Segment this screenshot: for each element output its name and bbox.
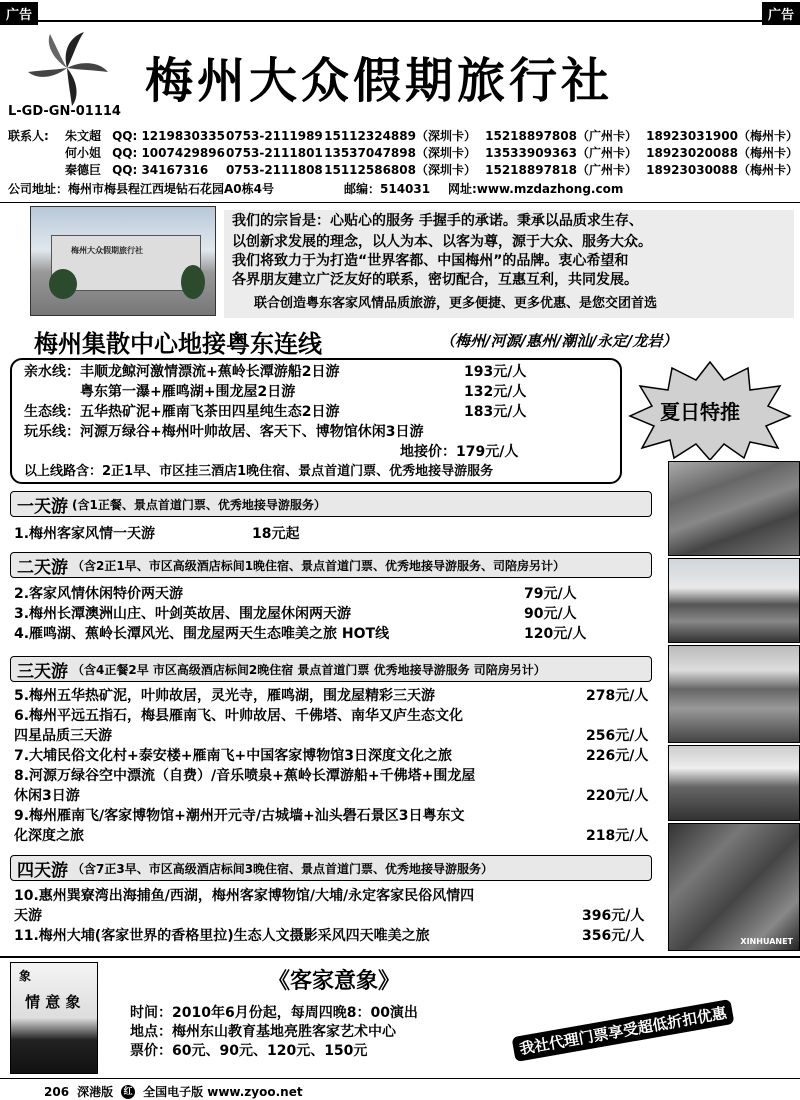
tour-item[interactable]: 四星品质三天游 256元/人: [14, 728, 649, 744]
section-header-four-day: 四天游 （含7正3早、市区高级酒店标间3晚住宿、景点首道门票、优秀地接导游服务）: [10, 855, 652, 881]
summer-badge: 夏日特推: [660, 400, 740, 424]
tour-list-four-day: [14, 886, 664, 946]
section-header-three-day: 三天游 （含4正餐2早 市区高级酒店标间2晚住宿 景点首道门票 优秀地接导游服务 司陪房另计）: [10, 656, 652, 682]
tour-item[interactable]: 休闲3日游 220元/人: [14, 788, 649, 804]
address-row: [8, 181, 798, 198]
section-header-two-day: 二天游 （含2正1早、市区高级酒店标间1晚住宿、景点首道门票、优秀地接导游服务、司陪房另计）: [10, 552, 652, 578]
contact-row: 联系人: 朱文超 QQ: 1219830335 0753-2111989 15112324889（深圳卡） 15218897808（广州卡） 18923031900（梅州卡）: [8, 129, 798, 143]
show-poster: [10, 962, 98, 1074]
tour-list-two-day: [14, 584, 654, 644]
page-number: 206: [44, 1084, 70, 1099]
tour-item[interactable]: 8.河源万绿谷空中漂流（自费）/音乐喷泉+蕉岭长潭游船+千佛塔+围龙屋: [14, 768, 476, 784]
edition-label: 深港版: [77, 1085, 114, 1099]
license-number: L-GD-GN-01114: [8, 104, 121, 119]
hub-route-list: [24, 362, 526, 482]
intro-line: 以创新求发展的理念，以人为本、以客为尊，源于大众、服务大众。: [232, 234, 652, 250]
tour-item[interactable]: 6.梅州平远五指石，梅县雁南飞、叶帅故居、千佛塔、南华又庐生态文化: [14, 708, 464, 724]
contact-row: 秦德巨 QQ: 34167316 0753-2111808 15112586808（深圳卡） 15218897818（广州卡） 18923030088（梅州卡）: [64, 163, 798, 177]
aerial-photo: [668, 823, 800, 951]
edition-badge: 红: [121, 1085, 135, 1099]
divider: [0, 202, 800, 203]
tour-item[interactable]: 10.惠州巽寮湾出海捕鱼/西湖，梅州客家博物馆/大埔/永定客家民俗风情四: [14, 888, 475, 904]
photo-credit: XINHUANET: [740, 937, 793, 946]
terrace-photo: [668, 461, 800, 556]
ticket-promo: 我社代理门票享受超低折扣优惠: [512, 999, 735, 1062]
hub-route: 亲水线：丰顺龙鲸河激情漂流+蕉岭长潭游船2日游 193元/人: [24, 364, 527, 380]
river-photo: [668, 645, 800, 743]
hub-route: 地接价：179元/人: [400, 444, 519, 460]
tour-item[interactable]: 2.客家风情休闲特价两天游 79元/人: [14, 586, 577, 602]
show-details: [130, 1004, 418, 1061]
hub-route: 粤东第一瀑+雁鸣湖+围龙屋2日游 132元/人: [80, 384, 527, 400]
show-place: 地点：梅州东山教育基地亮胜客家艺术中心: [130, 1024, 396, 1040]
tour-item[interactable]: 天游 396元/人: [14, 908, 645, 924]
tour-item[interactable]: 11.梅州大埔(客家世界的香格里拉)生态人文摄影采风四天唯美之旅 356元/人: [14, 928, 645, 944]
tulou-photo: [668, 745, 800, 821]
show-title: 《客家意象》: [268, 969, 401, 994]
poster-top-text: 象: [19, 969, 32, 983]
top-rule: [0, 20, 800, 22]
company-logo-icon: [22, 28, 112, 108]
hub-routes-note: 以上线路含：2正1早、市区挂三酒店1晚住宿、景点首道门票、优秀地接导游服务: [24, 464, 494, 479]
contact-row: 何小姐 QQ: 1007429896 0753-2111801 13537047898（深圳卡） 13533909363（广州卡） 18923020088（梅州卡）: [64, 146, 798, 160]
tour-item[interactable]: 7.大埔民俗文化村+泰安楼+雁南飞+中国客家博物馆3日深度文化之旅 226元/人: [14, 748, 649, 764]
divider: [0, 956, 800, 958]
hub-route: 玩乐线：河源万绿谷+梅州叶帅故居、客天下、博物馆休闲3日游: [24, 424, 424, 440]
tour-list-three-day: [14, 686, 664, 846]
ad-label-left: 广告: [0, 2, 38, 25]
hub-cities: （梅州/河源/惠州/潮汕/永定/龙岩）: [440, 332, 678, 350]
tour-item[interactable]: 4.雁鸣湖、蕉岭长潭风光、围龙屋两天生态唯美之旅 HOT线 120元/人: [14, 626, 587, 642]
poster-title: 情 意 象: [25, 993, 81, 1011]
ad-label-right: 广告: [762, 2, 800, 25]
office-sign: 梅州大众假期旅行社: [71, 246, 143, 255]
intro-line: 我们将致力于为打造“世界客都、中国梅州”的品牌。衷心希望和: [232, 253, 629, 269]
section-header-one-day: 一天游 (含1正餐、景点首道门票、优秀地接导游服务）: [10, 491, 652, 517]
intro-line: 我们的宗旨是：心贴心的服务 手握手的承诺。秉承以品质求生存、: [232, 213, 643, 229]
hub-title: 梅州集散中心地接粤东连线: [34, 330, 322, 358]
intro-slogan: 联合创造粤东客家风情品质旅游，更多便捷、更多优惠、是您交团首选: [254, 296, 658, 311]
company-name: 梅州大众假期旅行社: [145, 53, 614, 109]
company-website[interactable]: 网址:www.mzdazhong.com: [448, 182, 624, 196]
tour-item[interactable]: 化深度之旅 218元/人: [14, 828, 649, 844]
tour-item[interactable]: 5.梅州五华热矿泥，叶帅故居，灵光寺，雁鸣湖，围龙屋精彩三天游 278元/人: [14, 688, 649, 704]
footer-site[interactable]: 全国电子版 www.zyoo.net: [143, 1085, 303, 1099]
contact-block: [8, 128, 798, 198]
divider: [0, 1078, 800, 1079]
office-photo: [30, 206, 216, 316]
show-price: 票价：60元、90元、120元、150元: [130, 1043, 368, 1059]
tour-item[interactable]: 3.梅州长潭澳洲山庄、叶剑英故居、围龙屋休闲两天游 90元/人: [14, 606, 577, 622]
intro-line: 各界朋友建立广泛友好的联系，密切配合，互惠互利，共同发展。: [232, 272, 638, 288]
tour-item[interactable]: 1.梅州客家风情一天游 18元起: [14, 526, 300, 542]
intro-box: [224, 210, 794, 318]
footer: [44, 1083, 303, 1100]
hub-route: 生态线：五华热矿泥+雁南飞茶田四星纯生态2日游 183元/人: [24, 404, 527, 420]
village-photo: [668, 558, 800, 643]
company-address: 公司地址：梅州市梅县程江西堤钻石花园A0栋4号: [8, 182, 274, 196]
show-time: 时间：2010年6月份起，每周四晚8：00演出: [130, 1005, 418, 1021]
tour-item[interactable]: 9.梅州雁南飞/客家博物馆+潮州开元寺/古城墙+汕头礐石景区3日粤东文: [14, 808, 465, 824]
company-postcode: 邮编：514031: [344, 182, 431, 196]
